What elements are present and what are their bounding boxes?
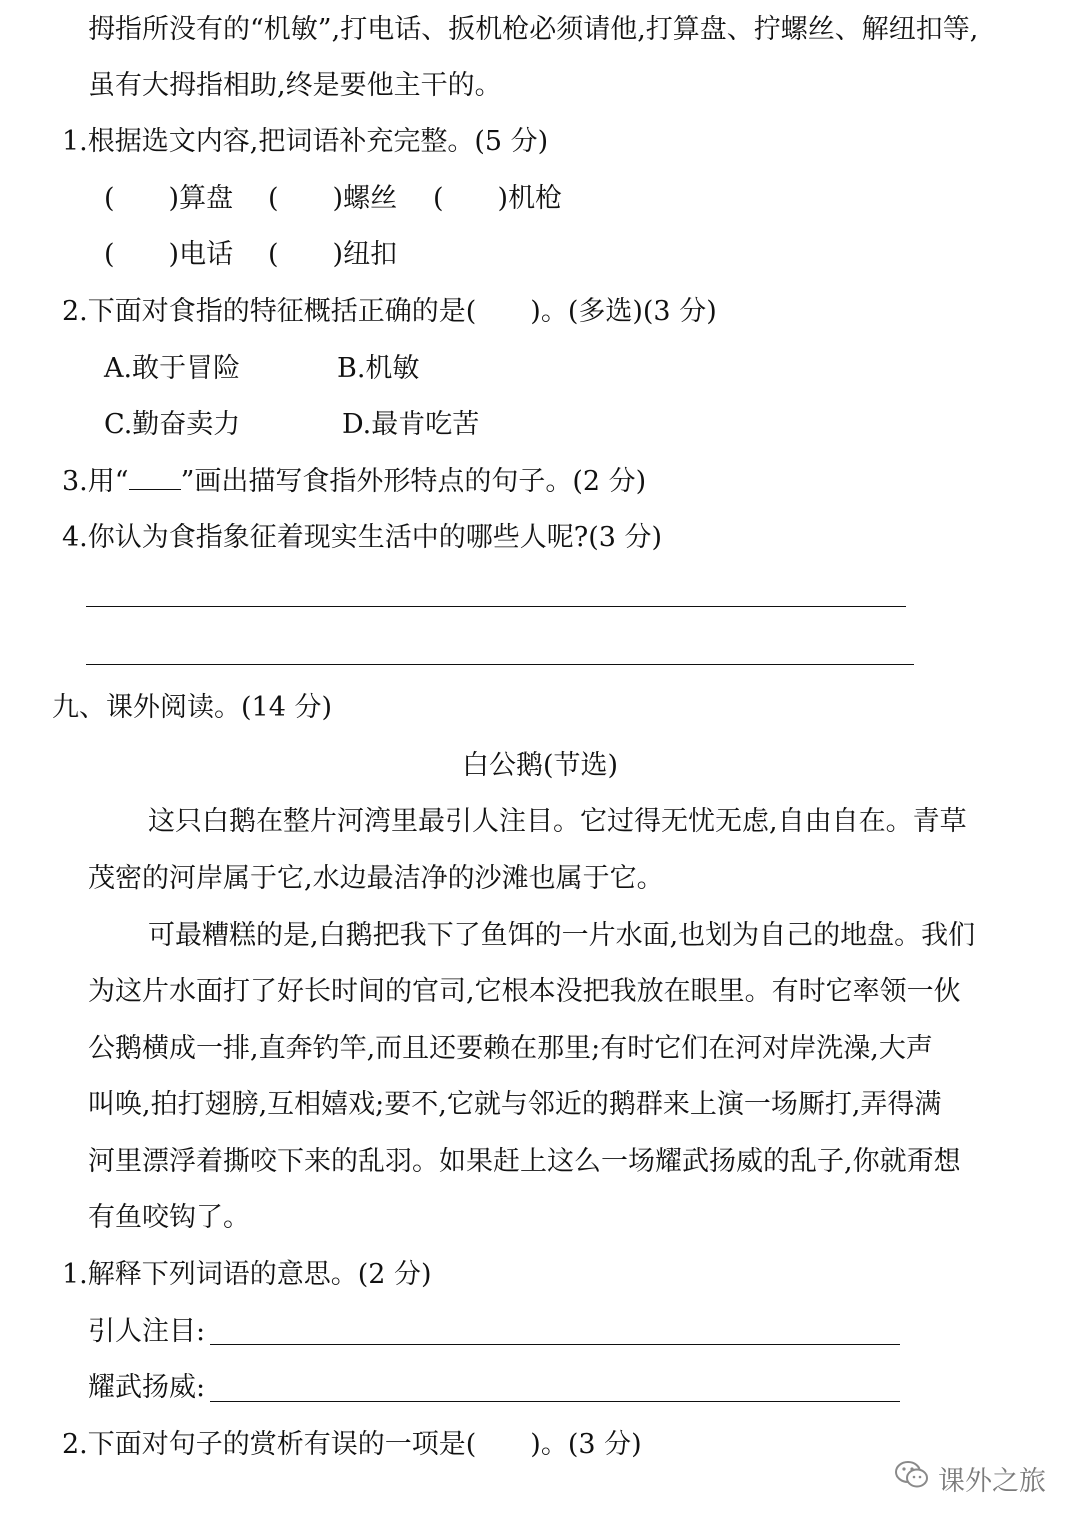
section-heading: 九、课外阅读。(14 分) [52, 692, 333, 723]
passage-line: 拇指所没有的“机敏”,打电话、扳机枪必须请他,打算盘、拧螺丝、解纽扣等, [88, 14, 979, 45]
passage-line: 公鹅横成一排,直奔钓竿,而且还要赖在那里;有时它们在河对岸洗澡,大声 [88, 1033, 933, 1064]
reading-question-1: 1.解释下列词语的意思。(2 分) [62, 1259, 432, 1290]
passage-line: 有鱼咬钩了。 [88, 1202, 250, 1233]
fill-blank-abacus: ( )算盘 [104, 183, 234, 214]
fill-blank-screw: ( )螺丝 [268, 183, 398, 214]
fill-blank-button: ( )纽扣 [268, 239, 398, 270]
answer-line[interactable] [86, 664, 914, 665]
answer-line[interactable] [86, 606, 906, 607]
option-c: C.勤奋卖力 [104, 409, 241, 440]
passage-line: 河里漂浮着撕咬下来的乱羽。如果赶上这么一场耀武扬威的乱子,你就甭想 [88, 1146, 961, 1177]
passage-title: 白公鹅(节选) [461, 750, 619, 781]
passage-line: 为这片水面打了好长时间的官司,它根本没把我放在眼里。有时它率领一伙 [88, 976, 961, 1007]
passage-line: 茂密的河岸属于它,水边最洁净的沙滩也属于它。 [88, 863, 664, 894]
term-yinrenzhumu: 引人注目: [88, 1316, 206, 1347]
wechat-icon [894, 1459, 930, 1498]
answer-line[interactable] [210, 1401, 900, 1402]
passage-line: 叫唤,拍打翅膀,互相嬉戏;要不,它就与邻近的鹅群来上演一场厮打,弄得满 [88, 1089, 942, 1120]
fill-blank-gun: ( )机枪 [433, 183, 563, 214]
passage-line: 这只白鹅在整片河湾里最引人注目。它过得无忧无虑,自由自在。青草 [148, 806, 967, 837]
watermark-text: 课外之旅 [938, 1465, 1046, 1497]
question-1-text: 1.根据选文内容,把词语补充完整。(5 分) [62, 126, 549, 157]
option-b: B.机敏 [337, 353, 420, 384]
question-3-text [62, 464, 646, 500]
watermark [894, 1455, 1046, 1501]
underline-mark [129, 489, 181, 490]
question-2-text: 2.下面对食指的特征概括正确的是( )。(多选)(3 分) [62, 296, 717, 327]
question-3-suffix: ”画出描写食指外形特点的句子。(2 分) [180, 466, 647, 497]
option-d: D.最肯吃苦 [342, 409, 480, 440]
term-yaowuyangwei: 耀武扬威: [88, 1372, 206, 1403]
question-4-text: 4.你认为食指象征着现实生活中的哪些人呢?(3 分) [62, 522, 663, 553]
option-a: A.敢于冒险 [104, 353, 241, 384]
reading-question-2: 2.下面对句子的赏析有误的一项是( )。(3 分) [62, 1429, 642, 1460]
passage-line: 虽有大拇指相助,终是要他主干的。 [88, 70, 502, 101]
answer-line[interactable] [210, 1344, 900, 1345]
fill-blank-phone: ( )电话 [104, 239, 234, 270]
question-3-prefix: 3.用“ [62, 466, 129, 497]
passage-line: 可最糟糕的是,白鹅把我下了鱼饵的一片水面,也划为自己的地盘。我们 [148, 920, 976, 951]
